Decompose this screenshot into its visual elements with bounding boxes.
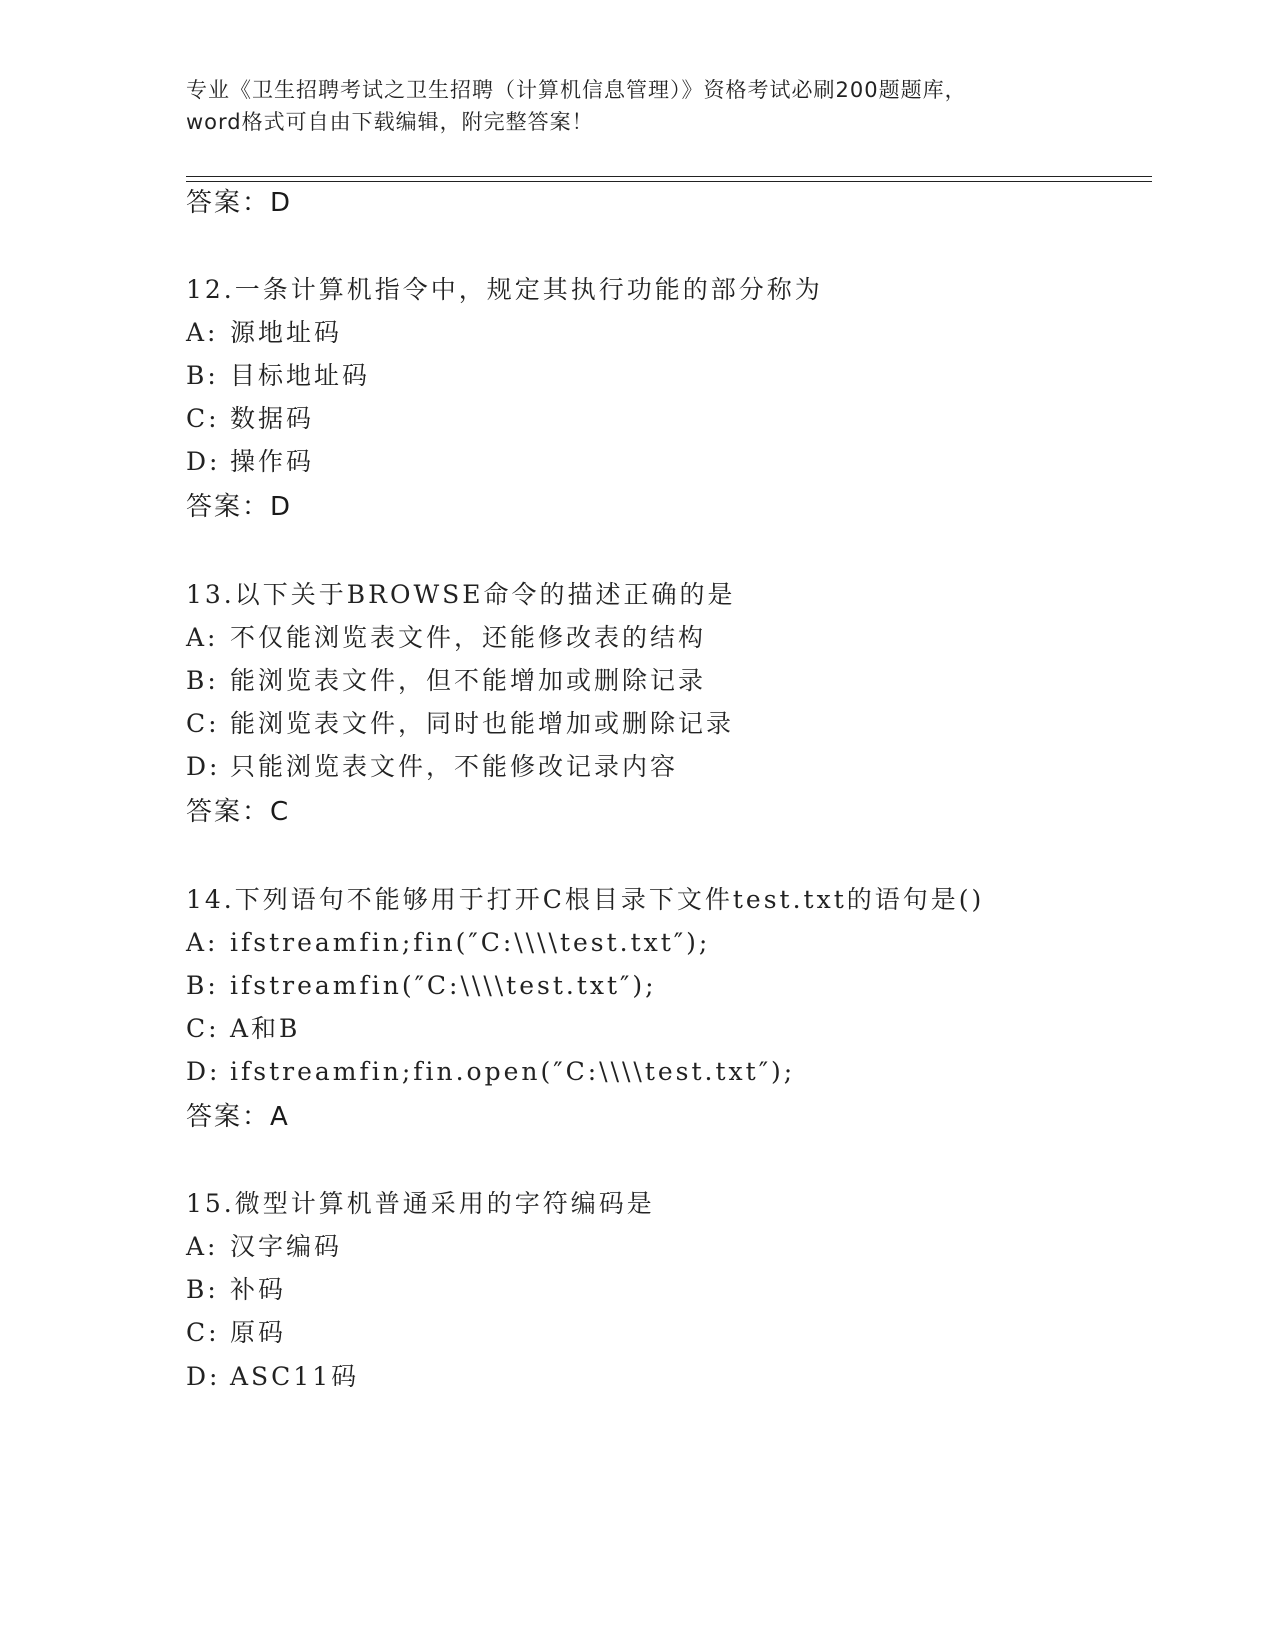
option-key: B: — [186, 971, 219, 1000]
question-15-option-b — [186, 1273, 286, 1307]
question-13-option-c — [186, 707, 734, 741]
option-key: C: — [186, 709, 220, 738]
option-key: C: — [186, 1014, 220, 1043]
option-text: ifstreamfin(″C:\\\\test.txt″); — [230, 971, 657, 1000]
option-text: A和B — [230, 1014, 301, 1043]
option-text: 源地址码 — [230, 318, 343, 347]
question-15-option-a — [186, 1230, 342, 1264]
option-key: A: — [186, 928, 219, 957]
option-text: 原码 — [230, 1318, 287, 1347]
option-key: A: — [186, 1232, 219, 1261]
option-text: 数据码 — [230, 404, 315, 433]
option-key: C: — [186, 404, 220, 433]
question-13-option-a — [186, 621, 706, 655]
option-text: ifstreamfin;fin.open(″C:\\\\test.txt″); — [230, 1057, 796, 1086]
option-key: D: — [186, 752, 221, 781]
question-12-option-c — [186, 402, 314, 436]
question-14-option-b — [186, 969, 657, 1003]
option-text: 能浏览表文件，同时也能增加或删除记录 — [230, 709, 735, 738]
question-12-option-b — [186, 359, 370, 393]
header-line-1: 专业《卫生招聘考试之卫生招聘（计算机信息管理）》资格考试必刷200题题库， — [186, 78, 967, 102]
option-key: D: — [186, 447, 221, 476]
question-15-option-c — [186, 1316, 286, 1350]
header-divider-top — [186, 176, 1152, 177]
option-key: B: — [186, 666, 219, 695]
option-text: ifstreamfin;fin(″C:\\\\test.txt″); — [230, 928, 711, 957]
question-14-stem: 14.下列语句不能够用于打开C根目录下文件test.txt的语句是() — [186, 885, 985, 914]
question-13-option-d — [186, 750, 678, 784]
option-text: 只能浏览表文件，不能修改记录内容 — [230, 752, 679, 781]
option-key: D: — [186, 1057, 221, 1086]
option-key: C: — [186, 1318, 220, 1347]
question-12-option-d — [186, 445, 314, 479]
option-key: B: — [186, 1275, 219, 1304]
question-14-option-d — [186, 1055, 795, 1089]
option-key: B: — [186, 361, 219, 390]
header-line-2: word格式可自由下载编辑，附完整答案！ — [186, 110, 594, 134]
question-14-answer: 答案：A — [186, 1102, 290, 1132]
previous-answer: 答案：D — [186, 188, 293, 218]
question-15-option-d — [186, 1360, 359, 1394]
option-text: ASC11码 — [230, 1362, 360, 1391]
question-12-answer: 答案：D — [186, 492, 293, 522]
question-13-stem: 13.以下关于BROWSE命令的描述正确的是 — [186, 580, 736, 609]
option-key: A: — [186, 623, 219, 652]
option-text: 补码 — [230, 1275, 287, 1304]
question-13-answer: 答案：C — [186, 797, 291, 827]
option-key: A: — [186, 318, 219, 347]
option-text: 目标地址码 — [230, 361, 371, 390]
option-key: D: — [186, 1362, 221, 1391]
option-text: 操作码 — [230, 447, 315, 476]
question-14-option-c — [186, 1012, 300, 1046]
question-14-option-a — [186, 926, 710, 960]
option-text: 不仅能浏览表文件，还能修改表的结构 — [230, 623, 707, 652]
question-12-stem: 12.一条计算机指令中，规定其执行功能的部分称为 — [186, 275, 823, 304]
question-12-option-a — [186, 316, 342, 350]
option-text: 能浏览表文件，但不能增加或删除记录 — [230, 666, 707, 695]
header-divider-bottom — [186, 181, 1152, 182]
question-15-stem: 15.微型计算机普通采用的字符编码是 — [186, 1189, 655, 1218]
option-text: 汉字编码 — [230, 1232, 343, 1261]
document-header — [186, 74, 1086, 138]
question-13-option-b — [186, 664, 706, 698]
